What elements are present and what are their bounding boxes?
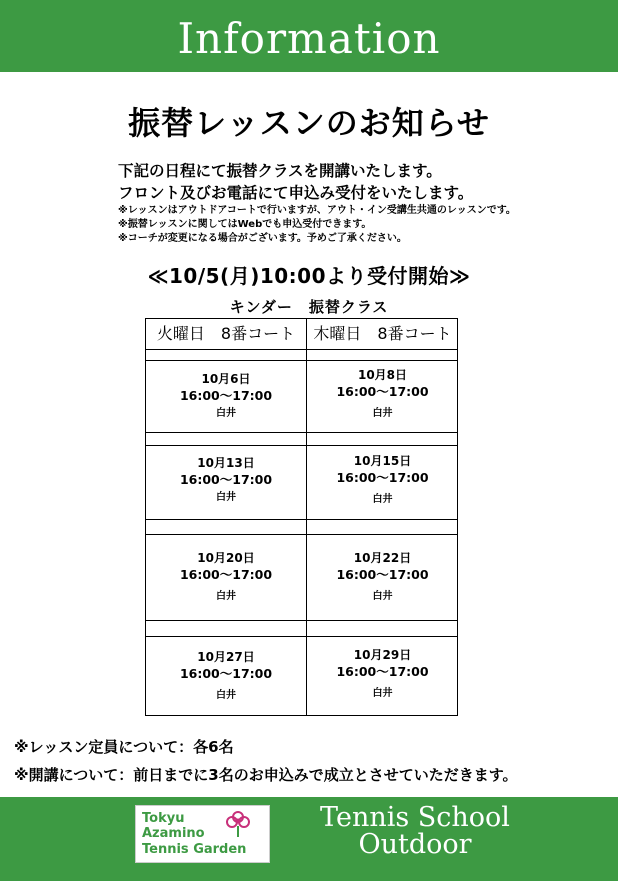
row-divider	[146, 360, 457, 361]
lesson-time: 16:00～17:00	[336, 567, 429, 582]
lesson-coach: 白井	[216, 591, 236, 602]
intro-note: ※振替レッスンに関してはWebでも申込受付できます。	[118, 219, 372, 230]
tokyu-azamino-logo	[135, 805, 270, 863]
notice-intro	[118, 160, 598, 246]
schedule-cell	[307, 647, 458, 703]
lesson-coach: 白井	[372, 591, 393, 602]
row-divider	[146, 620, 457, 621]
lesson-coach: 白井	[372, 688, 393, 699]
lesson-date: 10月27日	[197, 650, 255, 664]
intro-note: ※レッスンはアウトドアコートで行いますが、アウト・イン受講生共通のレッスンです。	[118, 205, 516, 216]
lesson-date: 10月15日	[353, 454, 412, 468]
column-header-thursday: 木曜日 8番コート	[313, 324, 452, 343]
lesson-date: 10月29日	[353, 648, 412, 662]
flower-icon	[224, 810, 252, 838]
header-title: Information	[177, 14, 441, 63]
lesson-time: 16:00～17:00	[179, 472, 273, 487]
row-divider	[146, 445, 457, 446]
logo-line: Azamino	[142, 826, 205, 841]
row-divider	[146, 432, 457, 433]
lesson-coach: 白井	[372, 408, 393, 419]
reception-start: ≪10/5(月)10:00より受付開始≫	[147, 264, 471, 288]
lesson-date: 10月22日	[353, 551, 412, 565]
lesson-time: 16:00～17:00	[179, 666, 273, 681]
row-divider	[146, 349, 457, 350]
capacity-note: ※レッスン定員について：各6名	[14, 738, 234, 756]
lesson-time: 16:00～17:00	[179, 388, 273, 403]
schedule-cell	[146, 455, 306, 507]
lesson-coach: 白井	[372, 494, 393, 505]
class-title: キンダー 振替クラス	[229, 298, 389, 316]
schedule-cell	[146, 371, 306, 423]
schedule-cell	[307, 367, 458, 423]
lesson-time: 16:00～17:00	[179, 567, 273, 582]
intro-line: フロント及びお電話にて申込み受付をいたします。	[118, 184, 474, 202]
school-line: Tennis School	[320, 802, 510, 833]
lesson-date: 10月8日	[357, 368, 408, 382]
schedule-cell	[307, 550, 458, 606]
intro-line: 下記の日程にて振替クラスを開講いたします。	[118, 162, 442, 180]
lesson-coach: 白井	[216, 492, 236, 503]
lesson-coach: 白井	[216, 408, 236, 419]
schedule-cell	[146, 550, 306, 606]
row-divider	[146, 636, 457, 637]
column-header-tuesday: 火曜日 8番コート	[156, 324, 296, 343]
intro-note: ※コーチが変更になる場合がございます。予めご了承ください。	[118, 233, 407, 244]
header-banner	[0, 0, 618, 72]
row-divider	[146, 519, 457, 520]
lesson-time: 16:00～17:00	[336, 470, 429, 485]
minimum-note: ※開講について：前日までに3名のお申込みで成立とさせていただきます。	[14, 766, 518, 784]
lesson-date: 10月20日	[197, 551, 255, 565]
school-name	[300, 804, 530, 858]
lesson-time: 16:00～17:00	[336, 384, 429, 399]
lesson-date: 10月13日	[197, 456, 255, 470]
schedule-cell	[307, 453, 458, 509]
logo-line: Tennis Garden	[142, 842, 247, 857]
schedule-cell	[146, 649, 306, 705]
row-divider	[146, 534, 457, 535]
school-line: Outdoor	[358, 829, 472, 860]
lesson-coach: 白井	[216, 690, 236, 701]
logo-line: Tokyu	[142, 811, 185, 826]
lesson-time: 16:00～17:00	[336, 664, 429, 679]
notice-title: 振替レッスンのお知らせ	[128, 104, 490, 142]
lesson-date: 10月6日	[201, 372, 251, 386]
schedule-table	[145, 318, 458, 716]
